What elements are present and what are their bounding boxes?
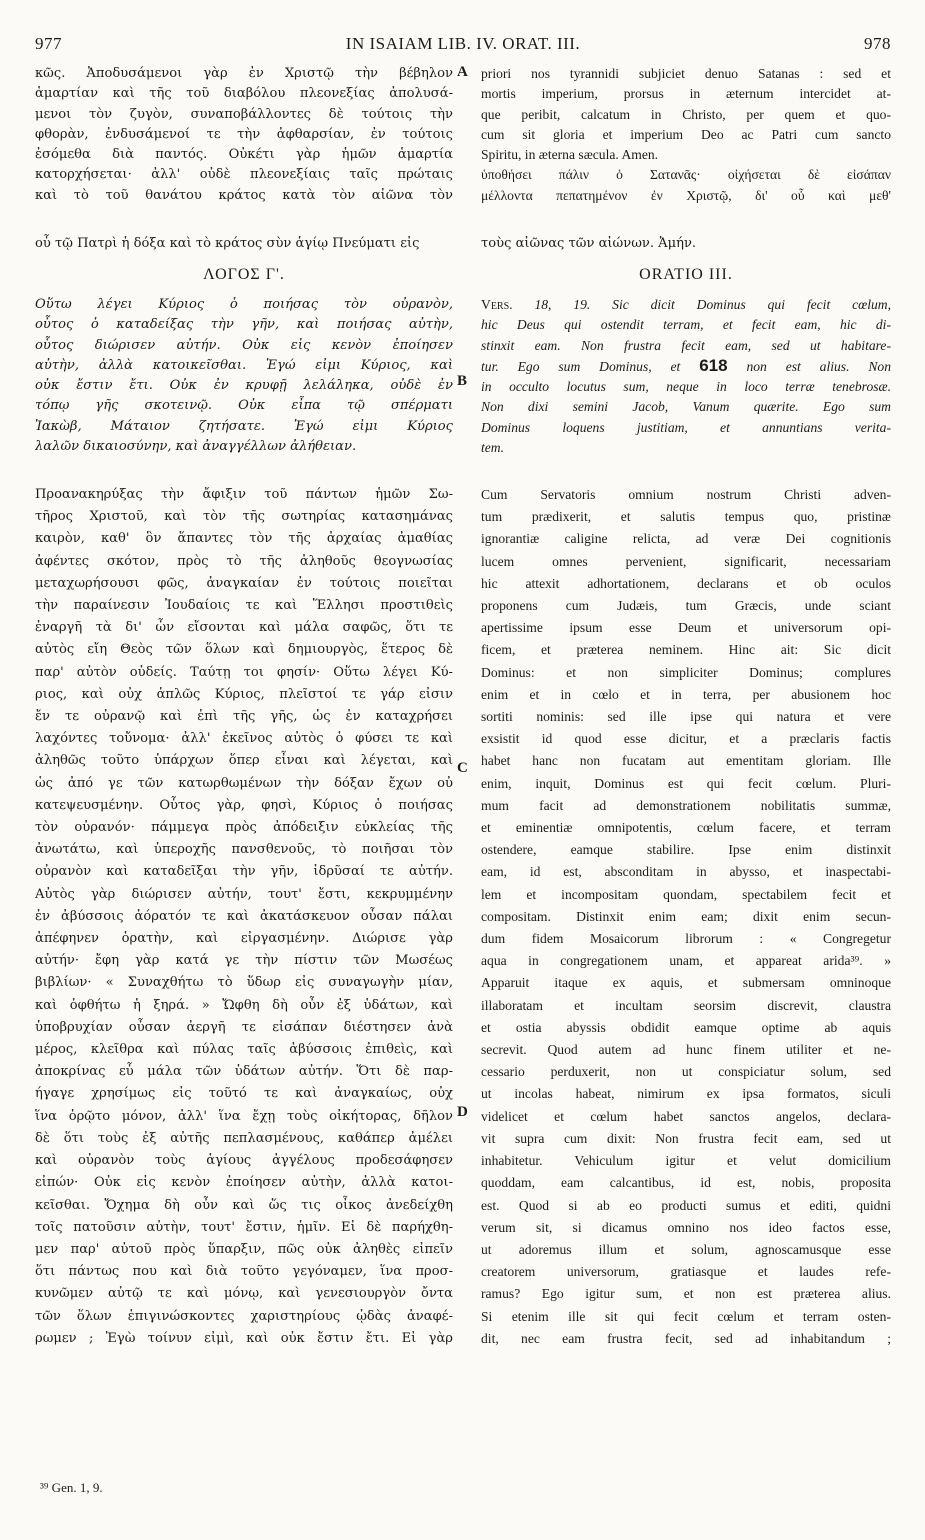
body-greek-line-37: κυνῶμεν αὐτῷ τε καὶ μόνῳ, καὶ γενεσιουργὸν ὄντα xyxy=(35,1286,453,1302)
body-greek-line-27: ἀποκρίνας εὖ μάλα τῶν ὑδάτων αὐτήν. Ὅτι δὲ παρ- xyxy=(35,1064,453,1080)
body-latin-line-8: ficem, et præterea neminem. Hinc ait: Sic dicit xyxy=(481,642,891,658)
body-greek-line-22: αὐτήν· ἔφη γὰρ κατά γε τὴν πίστιν τῶν Μωσέως xyxy=(35,953,453,969)
body-latin-line-19: lem et incompositam quondam, spectabilem fecit et xyxy=(481,886,891,902)
body-latin-line-15: mum facit ad demonstrationem nobilitatis summæ, xyxy=(481,797,891,813)
lemma-greek-line-1: Οὕτω λέγει Κύριος ὁ ποιήσας τὸν οὐρανὸν, xyxy=(35,297,453,312)
body-latin-line-4: lucem omnes pervenient, significarit, necessariam xyxy=(481,553,891,569)
body-greek-line-25: ὑποβρυχίαν οὖσαν ἀεργῆ τε εἰσάπαν διέστησεν ἀνὰ xyxy=(35,1019,453,1035)
lemma-greek-line-7: Ἰακὼβ, Μάταιον ζητήσατε. Ἐγώ εἰμι Κύριος xyxy=(35,418,453,434)
body-latin-line-6: proponens cum Judæis, tum Græcis, unde sciant xyxy=(481,598,891,614)
top-greek-line-5: ἐσόμεθα διὰ παντός. Οὐκέτι γὰρ ἡμῶν ἁμαρτία xyxy=(35,147,453,163)
body-latin-line-23: Apparuit itaque ex aquis, et submersam omninoque xyxy=(481,975,891,991)
top-latin-line-6: ὑποθήσει πάλιν ὁ Σατανᾶς· οἰχήσεται δὲ εἰσάπαν xyxy=(481,167,891,183)
body-latin-line-7: apertissime ipsum esse Deum et universorum opi- xyxy=(481,620,891,636)
top-latin-column xyxy=(481,64,891,206)
body-greek-line-2: τῆρος Χριστοῦ, καὶ τὸν τῆς σωτηρίας κατασημάνας xyxy=(35,509,453,525)
footnote: ³⁹ Gen. 1, 9. xyxy=(40,1480,103,1495)
body-latin-line-28: ut incolas habeat, nimirum ex ipsa formatos, siculi xyxy=(481,1086,891,1102)
body-greek-line-19: Αὐτὸς γὰρ διώρισεν αὐτήν, τουτ' ἔστι, κεκρυμμένην xyxy=(35,886,453,902)
body-greek-line-9: παρ' αὐτὸν οὐδείς. Ταύτῃ τοι φησίν· Οὕτω λέγει Κύ- xyxy=(35,664,453,680)
body-latin-line-35: ut adoremus illum et solum, agnoscamusque esse xyxy=(481,1241,891,1257)
lemma-latin-line-4-text: tur. Ego sum Dominus, et xyxy=(481,358,681,374)
body-greek-line-6: τὴν παραίνεσιν Ἰουδαίοις τε καὶ Ἕλλησι προστιθεὶς xyxy=(35,598,453,614)
body-greek-line-32: εἰπών· Οὐκ εἰς κενὸν ἐποίησεν αὐτὴν, ἀλλὰ κατοι- xyxy=(35,1175,453,1191)
top-greek-line-7: καὶ τὸ τοῦ θανάτου κράτος κατὰ τὸν αἰῶνα τὸν xyxy=(35,187,453,203)
top-greek-line-2: ἁμαρτίαν καὶ τῆς τοῦ διαβόλου πλεονεξίας ἀπολυσά- xyxy=(35,86,453,102)
full-line-greek-left: οὗ τῷ Πατρὶ ἡ δόξα καὶ τὸ κράτος σὺν ἁγίῳ Πνεύματι εἰς xyxy=(35,236,420,251)
body-latin-line-2: tum prædixerit, et salutis tempus quo, pristinæ xyxy=(481,509,891,525)
verse-label: Vers. xyxy=(481,297,513,312)
body-greek-line-34: τοῖς πατοῦσιν αὐτὴν, τουτ' ἔστιν, ἡμῖν. Εἰ δὲ παρήχθη- xyxy=(35,1219,453,1235)
body-latin-line-21: dum fidem Mosaicorum librorum : « Congregetur xyxy=(481,931,891,947)
lemma-greek-line-3: οὗτος διώρισεν αὐτήν. Οὐκ εἰς κενὸν ἐποίησεν xyxy=(35,337,453,353)
body-greek-line-20: ἐν ἀβύσσοις ἀόρατόν τε καὶ ἀκατάσκευον οὖσαν πάλαι xyxy=(35,908,453,924)
body-latin-line-34: verum sit, si dicamus omnino nos ideo factos esse, xyxy=(481,1219,891,1235)
top-greek-line-3: μενοι τὸν ζυγὸν, συναποβάλλοντες δὲ τούτοις τὴν xyxy=(35,106,453,122)
body-latin-line-22: aqua in congregationem unam, et appareat arida³⁹. » xyxy=(481,953,891,969)
lemma-latin-line-1 xyxy=(481,295,891,315)
body-latin-line-14: enim, inquit, Dominus est qui fecit cœlum. Pluri- xyxy=(481,775,891,791)
lemma-greek xyxy=(35,295,453,457)
body-greek-line-29: ἵνα ὁρῷτο μόνον, ἀλλ' ἵνα ἔχῃ τοὺς οἰκήτορας, δῆλον xyxy=(35,1108,453,1124)
body-greek-line-33: κεῖσθαι. Ὄχημα δὴ οὖν καὶ ὥς τις οἶκος ἀνεδείχθη xyxy=(35,1197,453,1213)
lemma-greek-line-6: τόπῳ γῆς σκοτεινῷ. Οὐκ εἶπα τῷ σπέρματι xyxy=(35,398,453,414)
body-latin-line-36: creatorem universorum, gratiasque et laudes refe- xyxy=(481,1264,891,1280)
full-line-greek-right: τοὺς αἰῶνας τῶν αἰώνων. Ἀμήν. xyxy=(481,236,697,251)
margin-marker-d: D xyxy=(457,1104,468,1120)
body-latin-line-31: inhabitetur. Vehiculum igitur et velut domicilium xyxy=(481,1153,891,1169)
body-latin-line-20: compositam. Distinxit enim eam; dixit enim secun- xyxy=(481,908,891,924)
body-greek-line-4: ἀφέντες σκότον, πρὸς τὸ τῆς ἀληθοῦς θεογνωσίας xyxy=(35,553,453,569)
top-greek-column xyxy=(35,64,453,206)
lemma-greek-line-5: οὐκ ἔστιν ἔτι. Οὐκ ἐν κρυφῇ λελάληκα, οὐδὲ ἐν xyxy=(35,378,453,394)
top-latin-line-4: cum sit gloria et imperium Deo ac Patri cum sancto xyxy=(481,126,891,142)
body-greek-line-11: ἔν τε οὐρανῷ καὶ ἐπὶ τῆς γῆς, ὡς ἐν καταχρήσει xyxy=(35,709,453,725)
lemma-latin-line-7: Dominus loquens justitiam, et annuntians verita- xyxy=(481,419,891,435)
body-greek-line-18: οὐρανὸν καὶ καταδεῖξαι τὴν γῆν, ἱδρῦσαί τε αὐτήν. xyxy=(35,864,453,880)
page-number-left: 977 xyxy=(35,34,62,53)
body-latin-line-25: et ostia abyssis obdidit eamque optime ab aquis xyxy=(481,1019,891,1035)
body-greek-line-14: ὡς ἀπό γε τῶν κατωρθωμένων τὴν δόξαν ἔχων οὐ xyxy=(35,775,453,791)
body-latin-line-27: cessario perduxerit, non ut conspiciatur solum, sed xyxy=(481,1064,891,1080)
body-latin-line-10: enim et in cœlo et in terra, per abusionem hoc xyxy=(481,686,891,702)
body-greek-line-35: μεν παρ' αὐτοῦ πρὸς ὕπαρξιν, πῶς οὐκ ἀληθὲς εἰπεῖν xyxy=(35,1241,453,1257)
body-latin-line-5: hic attexit adhortationem, declarans et ob oculos xyxy=(481,575,891,591)
body-latin-column xyxy=(481,484,891,1350)
body-greek-line-15: κατεψευσμένην. Οὗτος γὰρ, φησὶ, Κύριος ὁ ποιήσας xyxy=(35,797,453,813)
body-greek-line-17: ἀνωτάτω, καὶ ὑπεροχῆς πανσθενοῦς, τὸ ποιῆσαι τὸν xyxy=(35,842,453,858)
body-greek-line-26: μέρος, κλεῖθρα καὶ πύλας ταῖς ἀβύσσοις ἐπιθεὶς, καὶ xyxy=(35,1042,453,1058)
body-latin-line-18: eam, id est, absconditam in abysso, et inaspectabi- xyxy=(481,864,891,880)
body-latin-line-24: illaboratam et incultam seorsim discrevit, claustra xyxy=(481,997,891,1013)
body-latin-line-32: quoddam, eam calcantibus, id est, nobis, proposita xyxy=(481,1175,891,1191)
body-latin-line-39: dit, nec eam frustra fecit, sed ad inhabitandum ; xyxy=(481,1330,891,1346)
top-latin-line-3: que peribit, calcatum in Christo, per quem et quo- xyxy=(481,106,891,122)
body-greek-line-16: τὸν οὐρανόν· πάμμεγα πρὸς ἀπόδειξιν εὐκλείας τῆς xyxy=(35,820,453,836)
body-latin-line-26: secrevit. Quod autem ad hunc finem utiliter et ne- xyxy=(481,1042,891,1058)
body-latin-line-3: ignorantiæ caligine relicta, ad veræ Dei cognitionis xyxy=(481,531,891,547)
body-greek-line-21: ἀπέφηνεν ὁρατὴν, καὶ εἰργασμένην. Διώρισε γὰρ xyxy=(35,931,453,947)
margin-marker-b: B xyxy=(457,373,468,389)
lemma-latin-line-1-text: 18, 19. Sic dicit Dominus qui fecit cœlum, xyxy=(534,297,891,312)
body-greek-line-1: Προανακηρύξας τὴν ἄφιξιν τοῦ πάντων ἡμῶν Σω- xyxy=(35,487,453,502)
lemma-latin-line-4 xyxy=(481,356,891,377)
lemma-greek-line-8: λαλῶν δικαιοσύνην, καὶ ἀναγγέλλων ἀλήθειαν. xyxy=(35,439,357,455)
body-greek-line-13: ἀληθῶς τοῦτο ὑπάρχων ὅπερ εἶναι καὶ λέγεται, καὶ xyxy=(35,753,453,769)
top-latin-line-7: μέλλοντα πεπατημένον ἐν Χριστῷ, δι' οὗ καὶ μεθ' xyxy=(481,187,891,203)
body-latin-line-38: Si etenim ille sit qui fecit cœlum et terram osten- xyxy=(481,1308,891,1324)
body-greek-line-7: ἐναργῆ τὰ δι' ὧν εἴσονται καὶ μάλα σαφῶς, ὅτι τε xyxy=(35,620,453,636)
body-latin-line-16: et eminentiæ omnipotentis, cœlum facere, et terram xyxy=(481,820,891,836)
top-latin-line-5: Spiritu, in æterna sæcula. Amen. xyxy=(481,147,659,163)
body-greek-line-5: μεταχωρήσουσι φῶς, ἀναγκαίαν ἐν τούτοις ποιεῖται xyxy=(35,575,453,591)
margin-marker-c: C xyxy=(457,760,468,776)
body-greek-line-39: ρωμεν ; Ἐγὼ τοίνυν εἰμὶ, καὶ οὐκ ἔστιν ἔτι. Εἰ γὰρ xyxy=(35,1330,453,1346)
body-greek-line-8: αὐτὸς εἴη Θεὸς τῶν ὅλων καὶ δημιουργὸς, ἕτερος δὲ xyxy=(35,642,453,658)
page-number-right: 978 xyxy=(864,34,891,53)
top-greek-line-4: φθορὰν, ἐνδυσάμενοί τε τὴν ἀφθαρσίαν, ἐν τούτοις xyxy=(35,126,453,142)
lemma-greek-line-2: οὗτος ὁ καταδείξας τὴν γῆν, καὶ ποιήσας αὐτὴν, xyxy=(35,317,453,333)
body-greek-line-28: ήγαγε χρησίμως εἰς τοῦτό τε καὶ ἀναγκαίως, οὐχ xyxy=(35,1086,453,1102)
margin-marker-a: A xyxy=(457,64,468,80)
body-latin-line-12: exsistit id quod esse dicitur, et a præclaris factis xyxy=(481,731,891,747)
top-latin-line-1: priori nos tyrannidi subjiciet denuo Satanas : sed et xyxy=(481,66,891,81)
body-latin-line-30: vit supra cum dixit: Non frustra fecit eam, sed ut xyxy=(481,1130,891,1146)
lemma-latin-line-2: hic Deus qui ostendit terram, et fecit eam, hic di- xyxy=(481,317,891,333)
body-greek-line-31: καὶ οὐρανὸν τοὺς ἁγίους ἀγγέλους προδεσάφησεν xyxy=(35,1153,453,1169)
lemma-latin-line-3: stinxit eam. Non frustra fecit eam, sed ut habitare- xyxy=(481,337,891,353)
body-greek-line-36: ὅτι πάντως που καὶ διὰ τοῦτο γεγόναμεν, ἵνα προσ- xyxy=(35,1264,453,1280)
lemma-greek-line-4: αὐτὴν, ἀλλὰ κατοικεῖσθαι. Ἐγώ εἰμι Κύριος, καὶ xyxy=(35,357,453,373)
body-latin-line-29: videlicet et cœlum habet sanctos angelos, declara- xyxy=(481,1108,891,1124)
section-title-latin: ORATIO III. xyxy=(639,266,733,283)
running-title: IN ISAIAM LIB. IV. ORAT. III. xyxy=(345,34,581,53)
lemma-latin-line-4-after: non est alius. Non xyxy=(746,358,891,374)
body-latin-line-17: ostendere, eamque stabilire. Ipse enim distinxit xyxy=(481,842,891,858)
lemma-latin xyxy=(481,295,891,458)
body-latin-line-9: Dominus: et non simpliciter Dominus; complures xyxy=(481,664,891,680)
lemma-latin-line-6: Non dixi semini Jacob, Vanum quærite. Ego sum xyxy=(481,399,891,415)
body-greek-line-10: ριος, καὶ οὐχ ἁπλῶς Κύριος, πλεῖστοί τε γάρ εἰσιν xyxy=(35,686,453,702)
body-greek-column xyxy=(35,484,453,1350)
body-greek-line-30: δὲ ὅτι τοὺς ἐξ αὐτῆς πεπλασμένους, καθάπερ ἀμέλει xyxy=(35,1130,453,1146)
running-header xyxy=(35,34,891,58)
full-width-line xyxy=(35,234,891,254)
body-greek-line-3: καιρὸν, καθ' ὃν ἅπαντες τὸν τῆς ἀρχαίας ἀμαθίας xyxy=(35,531,453,547)
body-latin-line-11: sortiti nominis: sed ille ipse qui natura et vere xyxy=(481,709,891,725)
body-greek-line-12: λαχόντες τοὔνομα· ἀλλ' ἐκεῖνος αὐτὸς ὁ φύσει τε καὶ xyxy=(35,731,453,747)
body-latin-line-1: Cum Servatoris omnium nostrum Christi adven- xyxy=(481,487,891,502)
body-latin-line-37: ramus? Ego igitur sum, et non est præterea alius. xyxy=(481,1286,891,1302)
body-greek-line-38: τῶν ὅλων ἐπιγινώσκοντες χαριστηρίους ᾠδὰς ἀναφέ- xyxy=(35,1308,453,1324)
body-greek-line-23: βιβλίων· « Συναχθήτω τὸ ὕδωρ εἰς συναγωγὴν μίαν, xyxy=(35,975,453,991)
section-title-greek: ΛΟΓΟΣ Γ'. xyxy=(203,266,285,283)
lemma-latin-line-8: tem. xyxy=(481,440,505,456)
body-latin-line-33: est. Quod si ab eo producti sumus et editi, quidni xyxy=(481,1197,891,1213)
column-number: 618 xyxy=(699,355,728,375)
top-latin-line-2: mortis imperium, prorsus in æternum intercidet at- xyxy=(481,86,891,102)
body-latin-line-13: habet hanc non fucatam aut ementitam gloriam. Ille xyxy=(481,753,891,769)
top-greek-line-1: κῶς. Ἀποδυσάμενοι γὰρ ἐν Χριστῷ τὴν βέβηλον xyxy=(35,66,453,81)
top-greek-line-6: κατορχήσεται· ἀλλ' οὐδὲ πλεονεξίαις ταῖς πρώταις xyxy=(35,167,453,183)
lemma-latin-line-5: in occulto locutus sum, neque in loco terræ tenebrosæ. xyxy=(481,379,891,395)
body-greek-line-24: καὶ ὀφθήτω ἡ ξηρά. » Ὤφθη δὴ οὖν ἐξ ὑδάτων, καὶ xyxy=(35,997,453,1013)
